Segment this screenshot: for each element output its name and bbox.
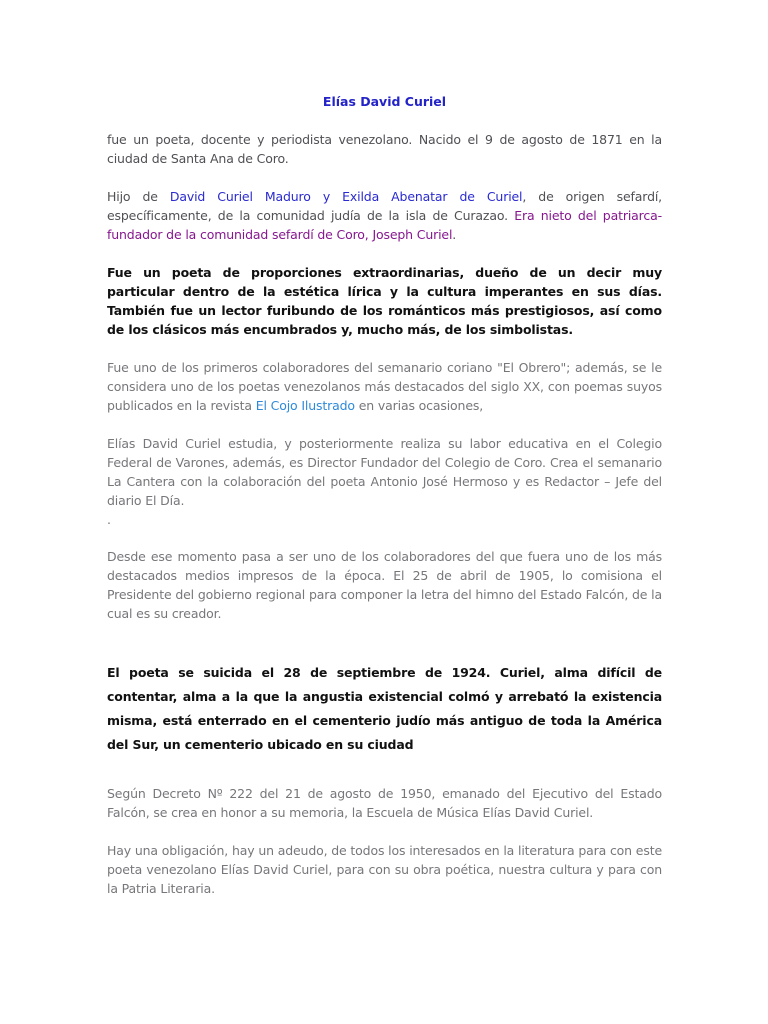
family-end: . [452,227,457,242]
education-dot: . [107,512,111,527]
decree-paragraph [107,784,662,822]
education-text: Elías David Curiel estudia, y posteriormente realiza su labor educativa en el Colegio Federal de Varones, además, es Director Fundador del Colegio de Coro. Crea el semanario La Cantera con la colaboración del poeta Antonio José Hermoso y es Redactor – Jefe del diario El Día. [107,436,662,508]
document-title: Elías David Curiel [322,94,447,109]
collaborator-after: en varias ocasiones, [354,398,484,413]
family-prefix: Hijo de [107,189,170,204]
anthem-paragraph [107,547,662,623]
intro-text: fue un poeta, docente y periodista venezolano. Nacido el 9 de agosto de 1871 en la ciudad de Santa Ana de Coro. [107,132,662,166]
anthem-text: Desde ese momento pasa a ser uno de los colaboradores del que fuera uno de los más destacados medios impresos de la época. El 25 de abril de 1905, lo comisiona el Presidente del gobierno regional para componer la letra del himno del Estado Falcón, de la cual es su creador. [107,549,662,621]
death-text: El poeta se suicida el 28 de septiembre de 1924. Curiel, alma difícil de contentar, alma a la que la angustia existencial colmó y arrebató la existencia misma, está enterrado en el cementerio judío más antiguo de toda la América del Sur, un cementerio ubicado en su ciudad [107,665,662,752]
intro-paragraph [107,130,662,168]
cojo-ilustrado-link[interactable]: El Cojo Ilustrado [255,398,355,413]
poet-description-paragraph [107,263,662,339]
obligation-paragraph [107,841,662,898]
education-paragraph [107,434,662,529]
collaborator-text: Fue uno de los primeros colaboradores del semanario coriano "El Obrero"; además, se le considera uno de los poetas venezolanos más destacados del siglo XX, con poemas suyos publicados en la revista [107,360,662,413]
grandfather-text: Era nieto del patriarca-fundador de la comunidad sefardí de Coro, Joseph Curiel [107,208,662,242]
death-paragraph [107,661,662,757]
poet-description-text: Fue un poeta de proporciones extraordinarias, dueño de un decir muy particular dentro de la estética lírica y la cultura imperantes en sus días. También fue un lector furibundo de los románticos más prestigiosos, así como de los clásicos más encumbrados y, mucho más, de los simbolistas. [107,265,662,337]
obligation-text: Hay una obligación, hay un adeudo, de todos los interesados en la literatura para con este poeta venezolano Elías David Curiel, para con su obra poética, nuestra cultura y para con la Patria Literaria. [107,843,662,896]
family-middle: , de origen sefardí, específicamente, de la comunidad judía de la isla de Curazao. [107,189,663,223]
parents-link[interactable]: David Curiel Maduro y Exilda Abenatar de Curiel [169,189,523,204]
collaborator-paragraph [107,358,662,415]
family-paragraph [107,187,662,244]
decree-text: Según Decreto Nº 222 del 21 de agosto de 1950, emanado del Ejecutivo del Estado Falcón, se crea en honor a su memoria, la Escuela de Música Elías David Curiel. [107,786,662,820]
